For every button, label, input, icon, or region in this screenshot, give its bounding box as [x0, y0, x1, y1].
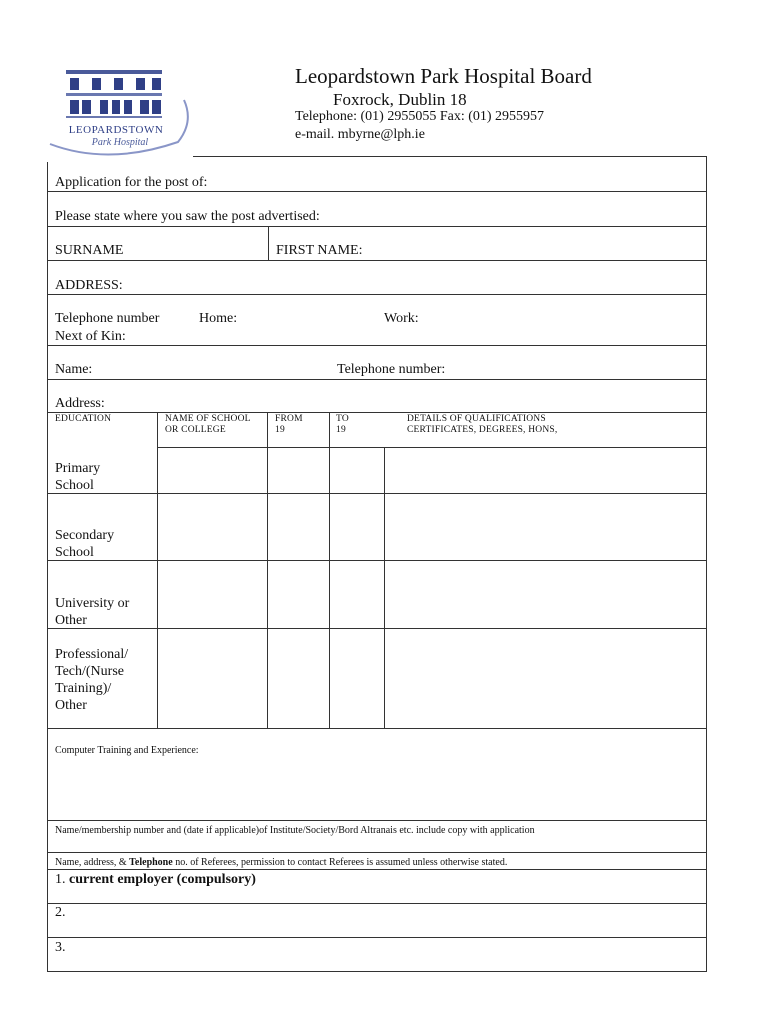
school-header-line2: OR COLLEGE — [165, 425, 226, 435]
edu-row-divider — [47, 493, 707, 494]
form-right-border — [706, 156, 707, 972]
row-divider — [47, 379, 707, 380]
referee-1-field[interactable]: 1. current employer (compulsory) — [55, 872, 256, 887]
referees-label: Name, address, & Telephone no. of Referees, permission to contact Referees is assumed unless otherwise stated. — [55, 857, 508, 868]
advert-source-field[interactable]: Please state where you saw the post advertised: — [55, 209, 320, 224]
row-divider — [47, 412, 707, 413]
edu-row-divider — [47, 560, 707, 561]
school-header-line1: NAME OF SCHOOL — [165, 414, 251, 424]
edu-row-primary: Primary School — [55, 461, 101, 493]
row-divider — [47, 191, 707, 192]
edu-col-divider — [329, 412, 330, 728]
to-header-line1: TO — [336, 414, 349, 424]
kin-address-field[interactable]: Address: — [55, 396, 105, 411]
row-divider — [47, 820, 707, 821]
logo-text-line1: LEOPARDSTOWN — [68, 124, 164, 136]
telephone-label: Telephone number — [55, 311, 160, 326]
kin-telephone-field[interactable]: Telephone number: — [337, 362, 446, 377]
to-header-line2: 19 — [336, 425, 346, 435]
surname-field[interactable]: SURNAME — [55, 243, 124, 258]
edu-row-university: University or Other — [55, 596, 130, 628]
referee-3-field[interactable]: 3. — [55, 940, 66, 955]
org-address: Foxrock, Dublin 18 — [333, 90, 467, 109]
details-header-line1: DETAILS OF QUALIFICATIONS — [407, 414, 546, 424]
from-header-line2: 19 — [275, 425, 285, 435]
edu-row-professional: Professional/ Tech/(Nurse Training)/ Other — [55, 647, 129, 713]
edu-col-divider — [267, 412, 268, 728]
kin-name-field[interactable]: Name: — [55, 362, 93, 377]
org-name: Leopardstown Park Hospital Board — [295, 64, 592, 88]
row-divider — [47, 852, 707, 853]
first-name-field[interactable]: FIRST NAME: — [276, 243, 363, 258]
next-of-kin-label: Next of Kin: — [55, 329, 126, 344]
edu-row-divider — [47, 628, 707, 629]
work-phone-field[interactable]: Work: — [384, 311, 419, 326]
edu-row-divider — [47, 728, 707, 729]
computer-training-field[interactable]: Computer Training and Experience: — [55, 745, 199, 756]
details-header-line2: CERTIFICATES, DEGREES, HONS, — [407, 425, 558, 435]
form-top-border — [193, 156, 707, 157]
row-divider — [47, 937, 707, 938]
post-applied-field[interactable]: Application for the post of: — [55, 175, 208, 190]
logo-text-line2: Park Hospital — [91, 137, 149, 148]
org-telephone: Telephone: (01) 2955055 Fax: (01) 2955957 — [295, 109, 545, 124]
row-divider — [47, 869, 707, 870]
address-field[interactable]: ADDRESS: — [55, 278, 123, 293]
edu-row-secondary: Secondary School — [55, 528, 115, 560]
referee-2-field[interactable]: 2. — [55, 905, 66, 920]
edu-row-divider — [157, 447, 707, 448]
row-divider — [47, 226, 707, 227]
from-header-line1: FROM — [275, 414, 303, 424]
form-bottom-border — [47, 971, 707, 972]
membership-field[interactable]: Name/membership number and (date if applicable)of Institute/Society/Bord Altranais etc. include copy with application — [55, 825, 535, 836]
hospital-logo — [48, 62, 196, 162]
row-divider — [47, 345, 707, 346]
row-divider — [47, 294, 707, 295]
edu-col-divider — [157, 412, 158, 728]
edu-col-divider — [384, 447, 385, 728]
form-left-border — [47, 162, 48, 972]
row-divider — [47, 903, 707, 904]
row-divider — [47, 260, 707, 261]
org-email: e-mail. mbyrne@lph.ie — [295, 127, 425, 142]
name-column-divider — [268, 226, 269, 260]
home-phone-field[interactable]: Home: — [199, 311, 238, 326]
education-header: EDUCATION — [55, 414, 112, 424]
